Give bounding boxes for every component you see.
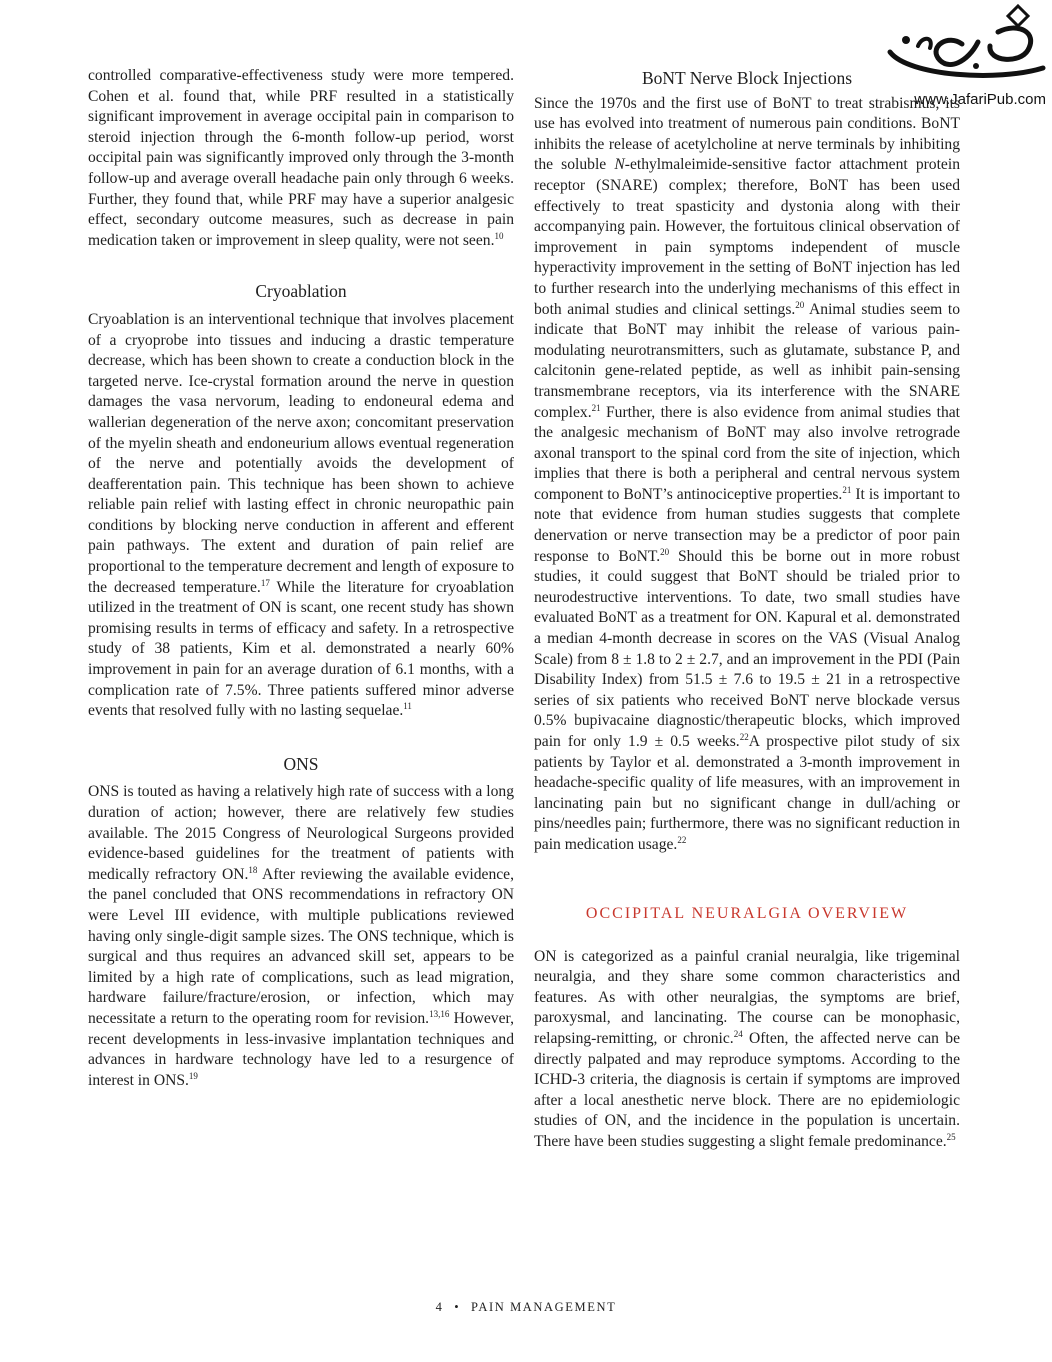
citation: 24 [733,1028,743,1039]
citation: 22 [739,732,749,742]
section-heading-ons: ONS [283,753,319,774]
right-column [534,66,960,1153]
section-heading-occipital-neuralgia-overview: OCCIPITAL NEURALGIA OVERVIEW [585,904,909,922]
citation: 20 [795,299,805,310]
citation: 25 [946,1131,956,1142]
footer-separator: • [454,1300,461,1314]
citation: 11 [403,701,412,712]
citation: 10 [494,230,504,241]
citation: 18 [248,864,258,875]
citation: 21 [842,484,852,495]
left-column [88,66,514,1091]
paragraph-cryoablation: Cryoablation is an interventional technique that involves placement of a cryoprobe into tissues and inducing a drastic temperature decrease, which has been shown to create a conduction block in the targeted nerve. Ice-crystal formation around the nerve in question damages the vasa nervorum, leading to endoneural edema and wallerian degeneration of the nerve axon; concomitant preservation of the myelin sheath and endoneurium allows eventual regeneration of the nerve and potentially avoids the development of deafferentation pain. This technique has been shown to achieve reliable pain relief with lasting effect in chronic neuropathic pain conditions by blocking nerve conduction in afferent and efferent pain pathways. The extent and duration of pain relief are proportional to the temperature decrement and length of exposure to the decreased temperature.$^{17}$ While the literature for cryoablation utilized in the treatment of ON is scant, one recent study has shown promising results in terms of efficacy and safety. In a retrospective study of 38 patients, Kim et al. demonstrated a nearly 60% improvement in pain for an average duration of 6.1 months, with a complication rate of 7.5%. Three patients suffered minor adverse events that resolved fully with no lasting sequelae.$^{11}$ [88,310,514,720]
section-heading-bont: BoNT Nerve Block Injections [641,68,853,88]
paragraph-on-overview: ON is categorized as a painful cranial neuralgia, like trigeminal neuralgia, and they share some common characteristics and features. As with other neuralgias, the symptoms are brief, paroxysmal, and lancinating. The course can be monophasic, relapsing-remitting, or chronic.$^{24}$ Often, the affected nerve can be directly palpated and may reproduce symptoms. According to the ICHD-3 criteria, the diagnosis is certain if symptoms are improved after a local anesthetic nerve block. There are no epidemiologic studies of ON, and the incidence in the population is uncertain. There have been studies suggesting a slight female predominance.$^{25}$ [534,947,960,1150]
citation: 19 [188,1070,198,1081]
citation: 21 [591,402,601,413]
citation: 20 [660,546,670,557]
page-footer [0,1300,1052,1315]
paragraph-prf-comparison: controlled comparative-effectiveness study were more tempered. Cohen et al. found that, while PRF resulted in a statistically significant improvement in average occipital pain in comparison to steroid injection through the 6-month follow-up period, worst occipital pain was significantly improved only through the 3-month follow-up and average overall headache pain only through 6 weeks. Further, they found that, while PRF may have a superior analgesic effect, secondary outcome measures, such as decrease in pain medication taken or improvement in sleep quality, were not seen.$^{10}$ [88,67,514,249]
section-heading-cryoablation: Cryoablation [255,281,347,302]
citation: 22 [677,834,687,845]
citation: 13,16 [429,1008,450,1019]
journal-name: PAIN MANAGEMENT [470,1300,617,1314]
paragraph-ons: ONS is touted as having a relatively high rate of success with a long duration of action; however, there are relatively few studies available. The 2015 Congress of Neurological Surgeons provided evidence-based guidelines for the treatment of patients with medically refractory ON.$^{18}$ After reviewing the available evidence, the panel concluded that ONS recommendations in refractory ON were Level III evidence, with multiple publications reviewed having only single-digit sample sizes. The ONS technique, which is surgical and thus requires an advanced skill set, appears to be limited by a high rate of complications, such as lead migration, hardware failure/fracture/erosion, or infection, which may necessitate a return to the operating room for revision.$^{13,16}$ However, recent developments in less-invasive implantation techniques and advances in hardware technology have led to a resurgence of interest in ONS.$^{19}$ [88,783,514,1089]
citation: 17 [260,577,270,588]
paragraph-bont: Since the 1970s and the first use of BoNT to treat strabismus, its use has evolved into treatment of numerous pain conditions. BoNT inhibits the release of acetylcholine at nerve terminals by inhibiting the soluble N-ethylmaleimide-sensitive factor attachment protein receptor (SNARE) complex; therefore, BoNT has been used effectively to treat spasticity and dystonia along with their accompanying pain. However, the fortuitous clinical observation of improvement in pain symptoms independent of muscle hyperactivity improvement in the setting of BoNT injection has led to further research into the underlying mechanisms of this effect in both animal studies and clinical settings.$^{20}$ Animal studies seem to indicate that BoNT may inhibit the release of various pain-modulating neurotransmitters, such as glutamate, substance P, and calcitonin gene-related peptide, as well as inhibit pain-sensing transmembrane receptors, via its interference with the SNARE complex.$^{21}$ Further, there is also evidence from animal studies that the analgesic mechanism of BoNT may also involve retrograde axonal transport to the spinal cord from the site of injection, which implies that there is both a peripheral and central nervous system component to BoNT’s antinociceptive properties.$^{21}$ It is important to note that evidence from human studies suggests that complete denervation or nerve transection may be a predictor of poor pain response to BoNT.$^{20}$ Should this be borne out in more robust studies, it could suggest that BoNT should be trialed prior to neurodestructive interventions. To date, two small studies have evaluated BoNT as a treatment for ON. Kapural et al. demonstrated a median 4-month decrease in scores on the VAS (Visual Analog Scale) from 8 ± 1.8 to 2 ± 2.7, and an improvement in the PDI (Pain Disability Index) from 51.5 ± 7.6 to 19.5 ± 21 in a retrospective series of six patients who received BoNT nerve blockade versus 0.5% bupivacaine diagnostic/therapeutic blocks, which improved pain for only 1.9 ± 0.5 weeks.$^{22}$A prospective pilot study of six patients by Taylor et al. demonstrated a 3-month improvement in headache-specific quality of life measures, with an improvement in lancinating pain but no significant change in dull/aching or pins/needles pain; furthermore, there was no significant reduction in pain medication usage.$^{22}$ [534,94,961,853]
publisher-url: www.JafariPub.com [914,91,1046,108]
page-number: 4 [435,1300,444,1314]
